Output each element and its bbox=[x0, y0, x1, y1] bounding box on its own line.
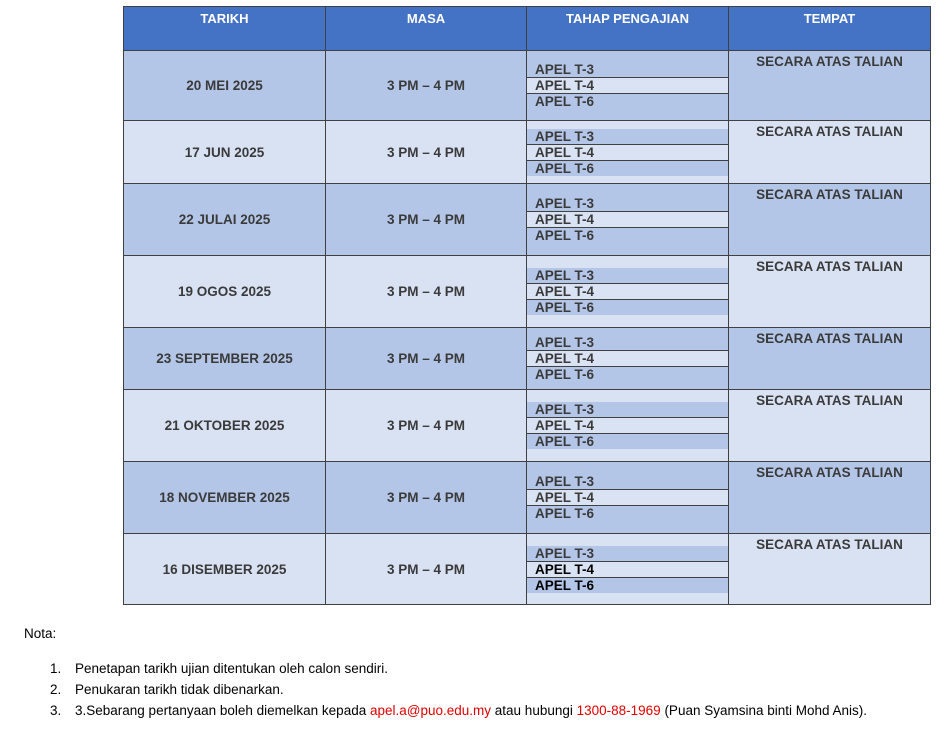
level-cell bbox=[527, 256, 729, 328]
note-number: 2. bbox=[50, 682, 62, 697]
header-place: TEMPAT bbox=[729, 7, 931, 51]
time-cell: 3 PM – 4 PM bbox=[326, 184, 527, 256]
schedule-table bbox=[123, 6, 931, 605]
note-text: Penukaran tarikh tidak dibenarkan. bbox=[75, 682, 284, 697]
date-cell: 23 SEPTEMBER 2025 bbox=[124, 328, 326, 390]
level-item: APEL T-4 bbox=[527, 77, 728, 93]
time-cell: 3 PM – 4 PM bbox=[326, 534, 527, 605]
time-cell: 3 PM – 4 PM bbox=[326, 328, 527, 390]
header-row bbox=[124, 7, 931, 51]
level-item: APEL T-6 bbox=[527, 505, 728, 521]
table-row bbox=[124, 390, 931, 462]
level-cell bbox=[527, 390, 729, 462]
notes-section bbox=[24, 626, 868, 718]
note-item bbox=[50, 679, 952, 700]
level-item: APEL T-3 bbox=[527, 546, 728, 561]
date-cell: 16 DISEMBER 2025 bbox=[124, 534, 326, 605]
table-row bbox=[124, 184, 931, 256]
level-item: APEL T-6 bbox=[527, 227, 728, 243]
time-cell: 3 PM – 4 PM bbox=[326, 390, 527, 462]
level-item: APEL T-3 bbox=[527, 196, 728, 211]
date-cell: 21 OKTOBER 2025 bbox=[124, 390, 326, 462]
time-cell: 3 PM – 4 PM bbox=[326, 51, 527, 121]
level-cell bbox=[527, 534, 729, 605]
level-item: APEL T-3 bbox=[527, 335, 728, 350]
note-text: Penetapan tarikh ujian ditentukan oleh calon sendiri. bbox=[75, 661, 388, 676]
date-cell: 20 MEI 2025 bbox=[124, 51, 326, 121]
level-cell bbox=[527, 184, 729, 256]
time-cell: 3 PM – 4 PM bbox=[326, 256, 527, 328]
level-item: APEL T-6 bbox=[527, 433, 728, 449]
level-cell bbox=[527, 51, 729, 121]
level-item: APEL T-3 bbox=[527, 62, 728, 77]
header-time: MASA bbox=[326, 7, 527, 51]
level-item: APEL T-6 bbox=[527, 160, 728, 176]
place-cell: SECARA ATAS TALIAN bbox=[729, 184, 931, 256]
table-row bbox=[124, 462, 931, 534]
notes-title: Nota: bbox=[24, 626, 57, 641]
level-item: APEL T-4 bbox=[527, 211, 728, 227]
note-text: (Puan Syamsina binti Mohd Anis). bbox=[660, 703, 868, 718]
level-item: APEL T-4 bbox=[527, 283, 728, 299]
level-item: APEL T-4 bbox=[527, 144, 728, 160]
note-item bbox=[50, 658, 952, 679]
level-item: APEL T-3 bbox=[527, 268, 728, 283]
place-cell: SECARA ATAS TALIAN bbox=[729, 534, 931, 605]
table-row bbox=[124, 534, 931, 605]
date-cell: 17 JUN 2025 bbox=[124, 121, 326, 184]
table-row bbox=[124, 328, 931, 390]
level-item: APEL T-4 bbox=[527, 489, 728, 505]
note-number: 1. bbox=[50, 661, 62, 676]
email-link[interactable]: apel.a@puo.edu.my bbox=[369, 703, 492, 718]
place-cell: SECARA ATAS TALIAN bbox=[729, 462, 931, 534]
level-item: APEL T-6 bbox=[527, 366, 728, 382]
note-number: 3. bbox=[50, 703, 62, 718]
level-item: APEL T-3 bbox=[527, 129, 728, 144]
level-cell bbox=[527, 462, 729, 534]
place-cell: SECARA ATAS TALIAN bbox=[729, 328, 931, 390]
level-item: APEL T-4 bbox=[527, 417, 728, 433]
note-text: atau hubungi bbox=[491, 703, 577, 718]
place-cell: SECARA ATAS TALIAN bbox=[729, 121, 931, 184]
level-item: APEL T-3 bbox=[527, 402, 728, 417]
table-row bbox=[124, 121, 931, 184]
date-cell: 18 NOVEMBER 2025 bbox=[124, 462, 326, 534]
date-cell: 19 OGOS 2025 bbox=[124, 256, 326, 328]
time-cell: 3 PM – 4 PM bbox=[326, 462, 527, 534]
level-cell bbox=[527, 121, 729, 184]
notes-list bbox=[50, 658, 952, 721]
level-item: APEL T-6 bbox=[527, 93, 728, 109]
date-cell: 22 JULAI 2025 bbox=[124, 184, 326, 256]
level-item: APEL T-4 bbox=[527, 350, 728, 366]
header-level: TAHAP PENGAJIAN bbox=[527, 7, 729, 51]
header-date: TARIKH bbox=[124, 7, 326, 51]
note-item bbox=[50, 700, 952, 721]
time-cell: 3 PM – 4 PM bbox=[326, 121, 527, 184]
table-row bbox=[124, 51, 931, 121]
phone-number[interactable]: 1300-88-1969 bbox=[576, 703, 661, 718]
place-cell: SECARA ATAS TALIAN bbox=[729, 256, 931, 328]
place-cell: SECARA ATAS TALIAN bbox=[729, 390, 931, 462]
level-item: APEL T-3 bbox=[527, 474, 728, 489]
place-cell: SECARA ATAS TALIAN bbox=[729, 51, 931, 121]
level-item: APEL T-6 bbox=[527, 299, 728, 315]
table-row bbox=[124, 256, 931, 328]
level-item: APEL T-6 bbox=[527, 577, 728, 593]
note-text: 3.Sebarang pertanyaan boleh diemelkan kepada bbox=[75, 703, 370, 718]
level-item: APEL T-4 bbox=[527, 561, 728, 577]
level-cell bbox=[527, 328, 729, 390]
